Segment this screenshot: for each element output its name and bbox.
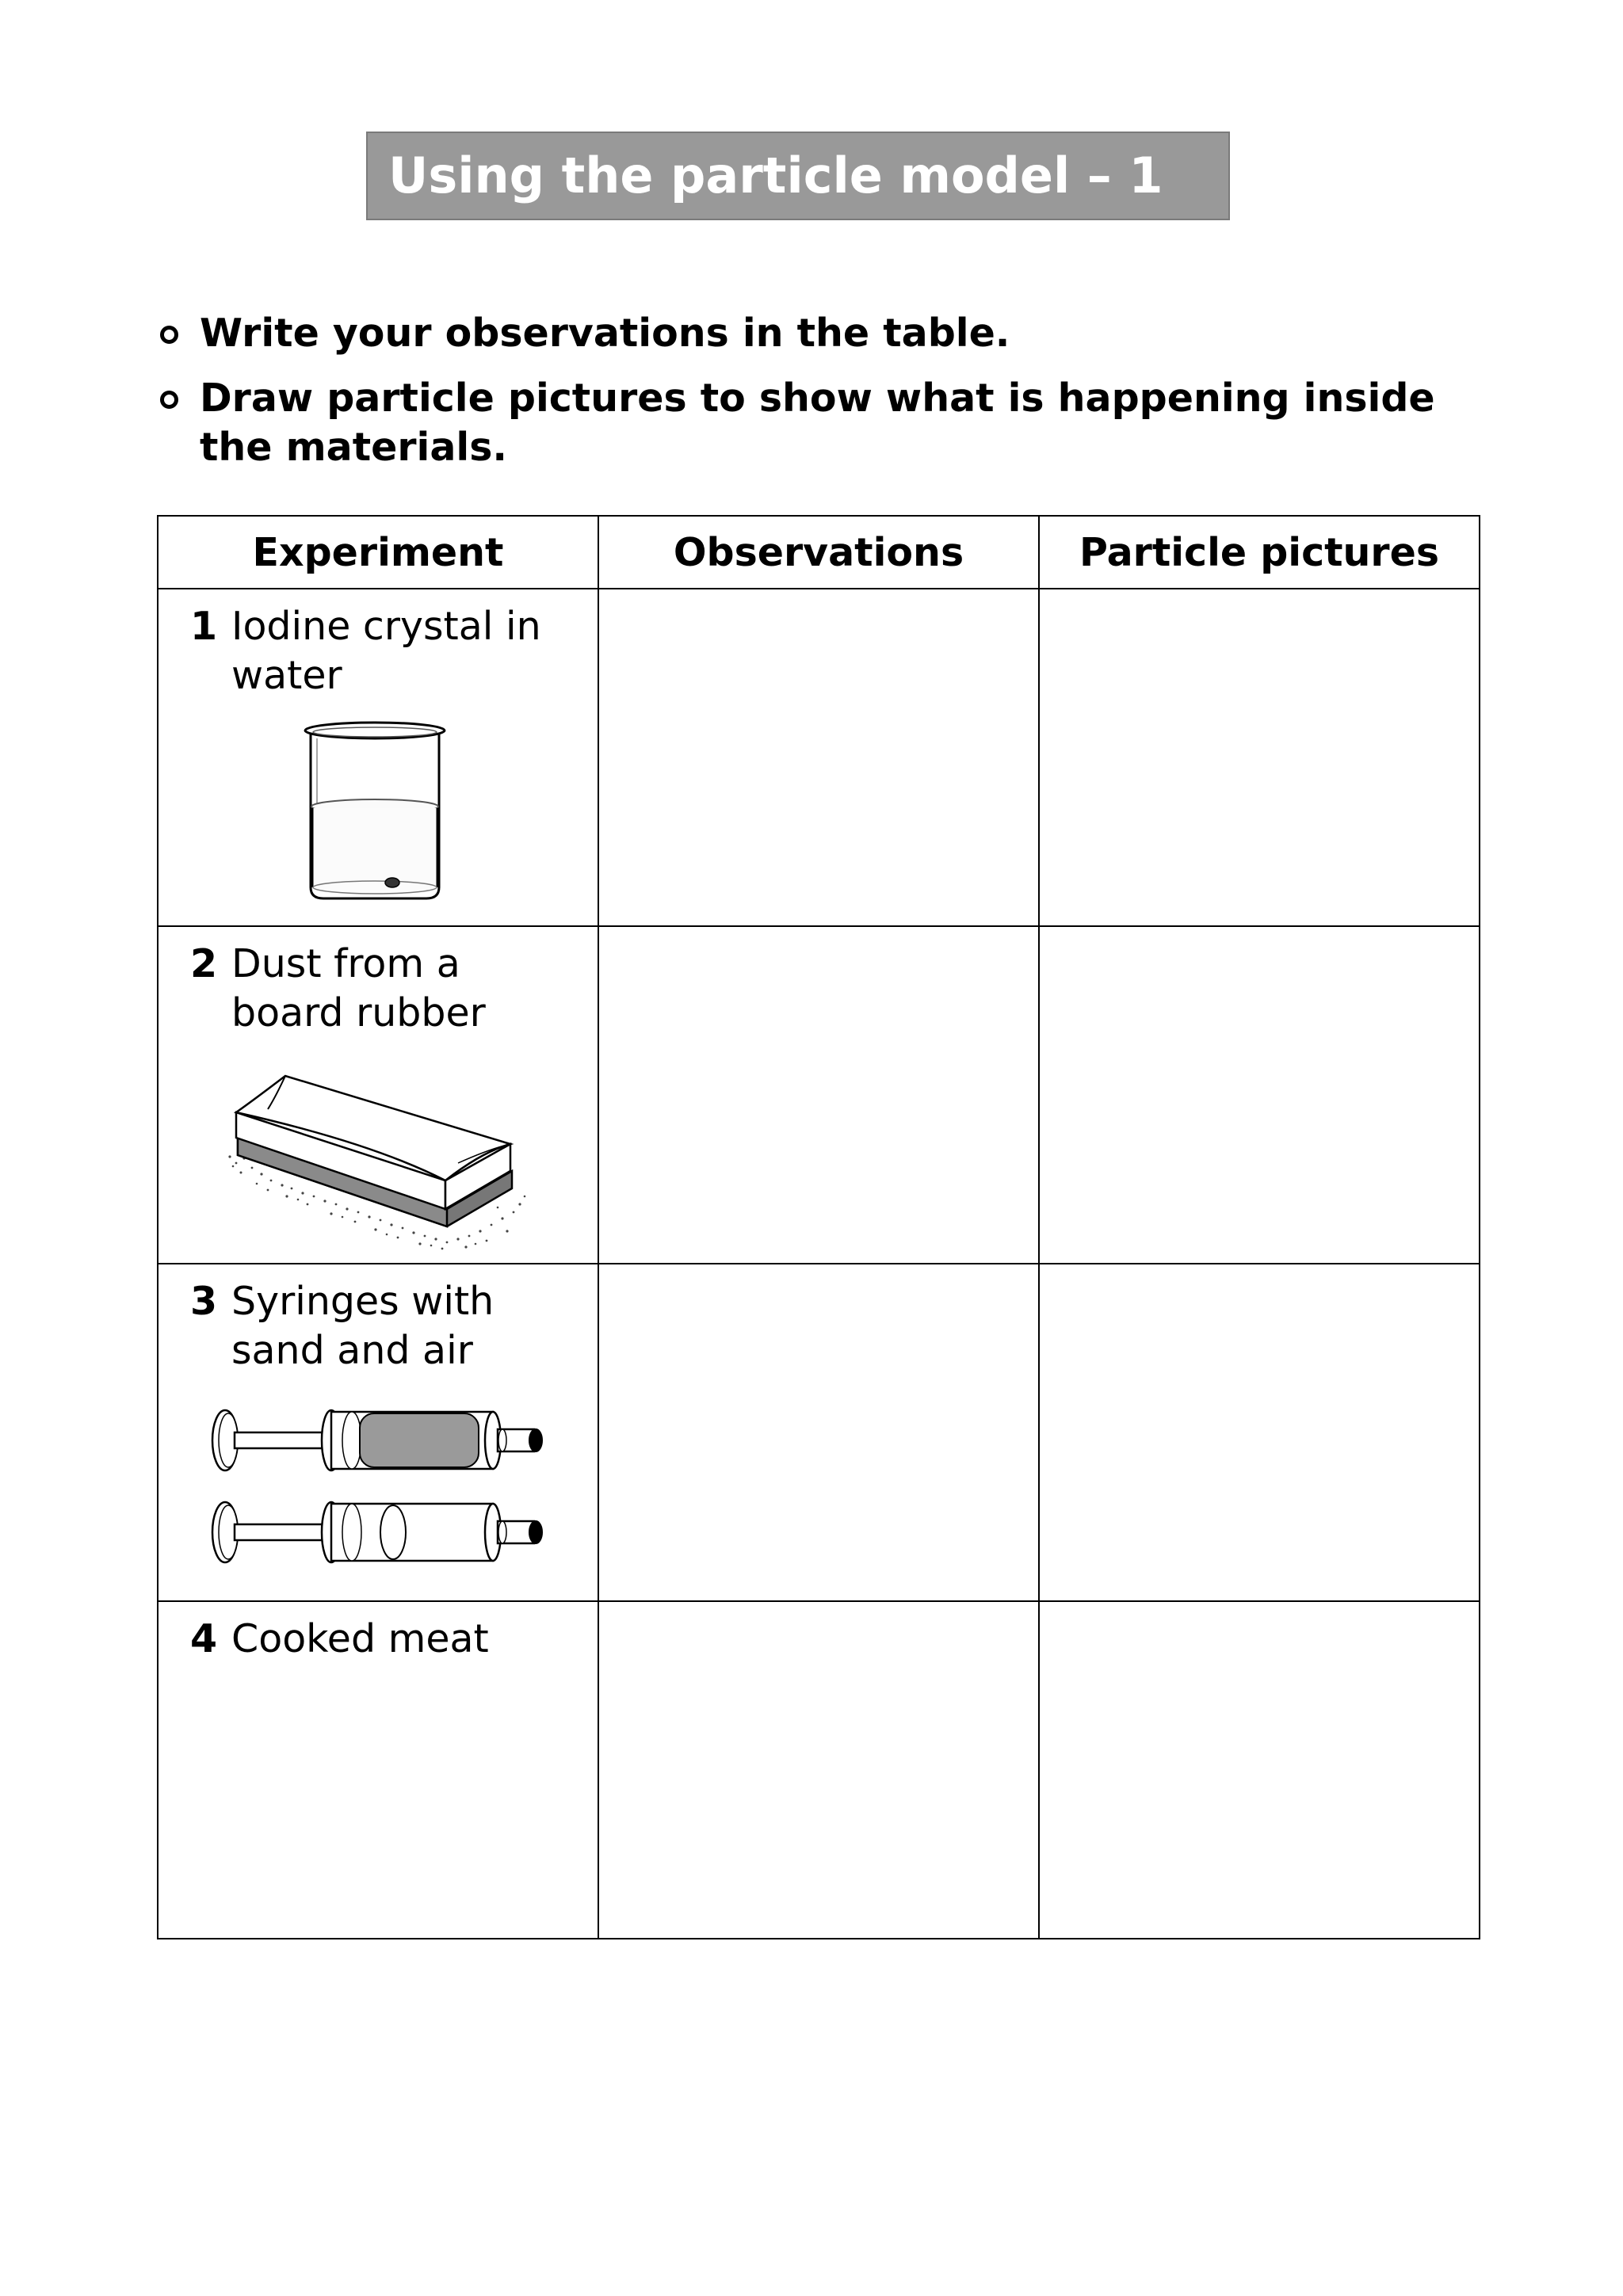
- experiment-cell: [158, 589, 598, 926]
- experiment-cell: [158, 926, 598, 1264]
- experiment-label: Dust from a board rubber: [231, 941, 486, 1035]
- bullet-icon: [160, 326, 178, 344]
- table-row: [158, 926, 1480, 1264]
- observations-cell[interactable]: [598, 1601, 1039, 1939]
- particle-pictures-cell[interactable]: [1039, 1264, 1480, 1601]
- table-header-row: [158, 516, 1480, 589]
- observations-cell[interactable]: [598, 1264, 1039, 1601]
- particle-pictures-cell[interactable]: [1039, 1601, 1480, 1939]
- instructions-list: [157, 309, 1504, 488]
- table-row: [158, 1264, 1480, 1601]
- header-particle-pictures: Particle pictures: [1039, 516, 1480, 589]
- observation-table: [157, 515, 1480, 1939]
- instruction-text: Write your observations in the table.: [200, 311, 1010, 356]
- particle-pictures-cell[interactable]: [1039, 589, 1480, 926]
- experiment-cell: [158, 1264, 598, 1601]
- bullet-icon: [160, 391, 178, 409]
- observations-cell[interactable]: [598, 589, 1039, 926]
- experiment-number: 2: [190, 941, 218, 986]
- instruction-text: Draw particle pictures to show what is happening inside the materials.: [200, 376, 1435, 470]
- experiment-cell: [158, 1601, 598, 1939]
- experiment-label: Cooked meat: [231, 1616, 489, 1661]
- syringe-with-air: [212, 1502, 542, 1562]
- table-row: [158, 1601, 1480, 1939]
- experiment-number: 4: [190, 1616, 218, 1661]
- instruction-item: [157, 309, 1504, 358]
- syringe-with-sand: [212, 1410, 542, 1470]
- header-observations: Observations: [598, 516, 1039, 589]
- page-title: Using the particle model – 1: [366, 132, 1230, 220]
- syringes-illustration: [204, 1407, 553, 1589]
- experiment-number: 1: [190, 604, 218, 649]
- experiment-label: Iodine crystal in water: [231, 604, 541, 698]
- table-row: [158, 589, 1480, 926]
- observations-cell[interactable]: [598, 926, 1039, 1264]
- particle-pictures-cell[interactable]: [1039, 926, 1480, 1264]
- experiment-label: Syringes with sand and air: [231, 1279, 495, 1373]
- header-experiment: Experiment: [158, 516, 598, 589]
- beaker-illustration: [300, 719, 450, 910]
- instruction-item: [157, 374, 1504, 472]
- experiment-number: 3: [190, 1279, 218, 1324]
- board-rubber-illustration: [220, 1070, 537, 1252]
